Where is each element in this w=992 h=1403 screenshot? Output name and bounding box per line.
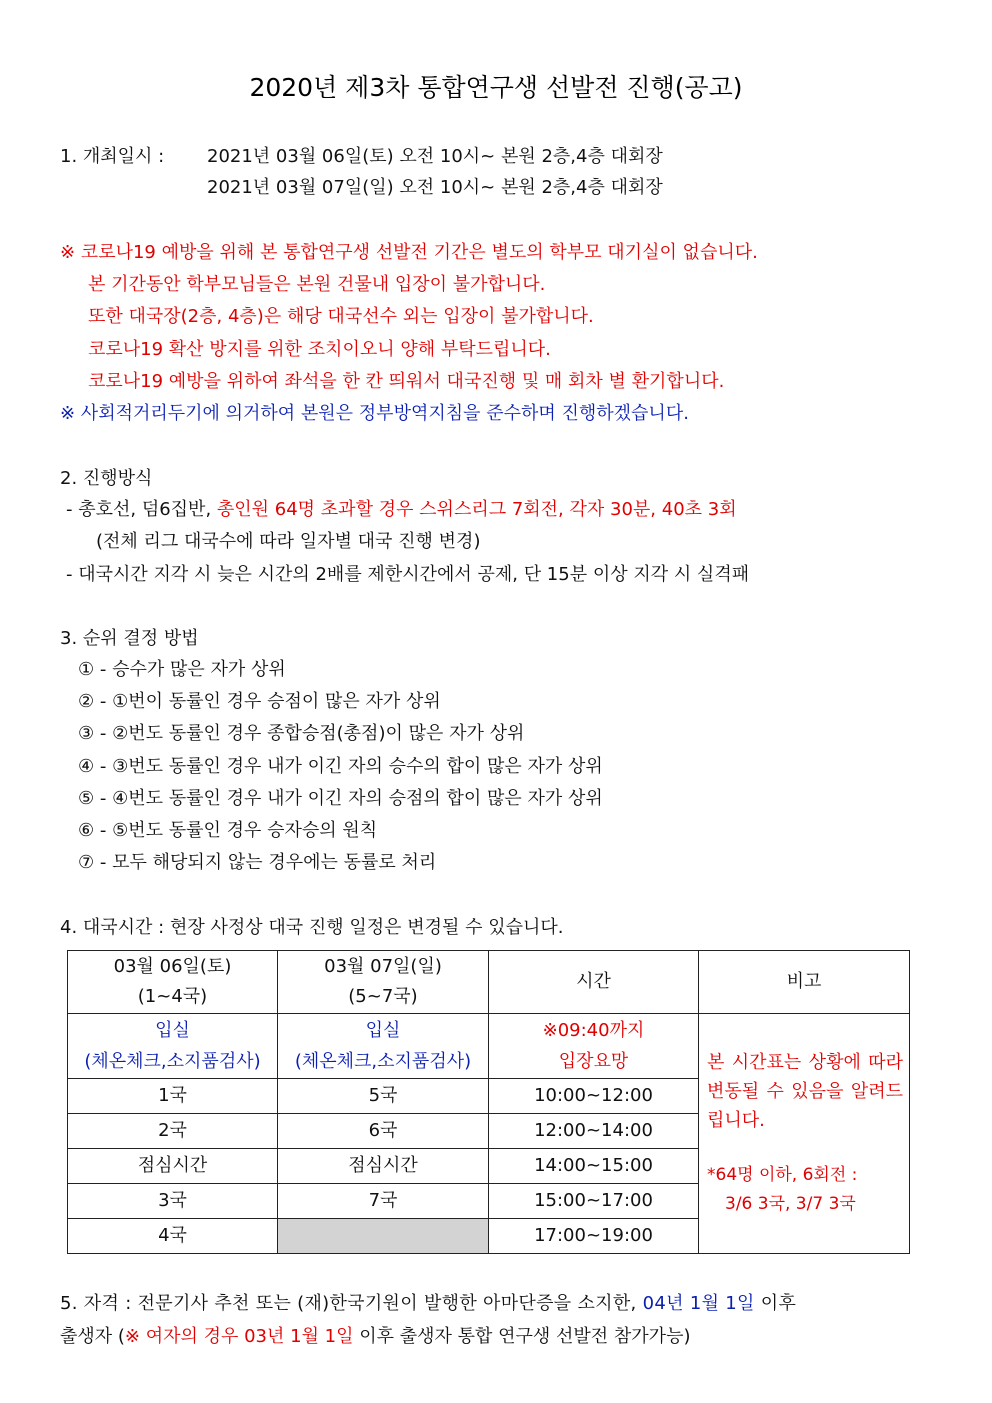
- section5-line-2: [60, 1324, 690, 1350]
- time-cell: 17:00~19:00: [489, 1219, 699, 1254]
- time-cell: 12:00~14:00: [489, 1114, 699, 1149]
- eligibility-line2-start: 출생자 (: [60, 1326, 125, 1347]
- eligibility-line2-end: 이후 출생자 통합 연구생 선발전 참가가능): [353, 1326, 691, 1347]
- entry-detail: (체온체크,소지품검사): [294, 1051, 472, 1072]
- entry-time-deadline: ※09:40까지: [542, 1020, 645, 1041]
- remarks-note-1: 본 시간표는 상황에 따라 변동될 수 있음을 알려드립니다.: [707, 1052, 903, 1131]
- round-cell: 1국: [68, 1079, 278, 1114]
- section3-heading: 3. 순위 결정 방법: [60, 628, 199, 649]
- notice-line-1: ※ 코로나19 예방을 위해 본 통합연구생 선발전 기간은 별도의 학부모 대기실이 없습니다.: [60, 242, 758, 263]
- header-day2: [278, 951, 489, 1014]
- notice-line-5: 코로나19 예방을 위하여 좌석을 한 칸 띄워서 대국진행 및 매 회차 별 환기합니다.: [88, 371, 725, 392]
- method-bullet-2: - 대국시간 지각 시 늦은 시간의 2배를 제한시간에서 공제, 단 15분 이상 지각 시 실격패: [66, 564, 750, 585]
- rank-rule-2: ② - ①번이 동률인 경우 승점이 많은 자가 상위: [78, 691, 441, 712]
- table-header-row: [68, 951, 910, 1014]
- round-cell: 6국: [278, 1114, 489, 1149]
- rank-rule-5: ⑤ - ④번도 동률인 경우 내가 이긴 자의 승점의 합이 많은 자가 상위: [78, 788, 603, 809]
- notice-line-2: 본 기간동안 학부모님들은 본원 건물내 입장이 불가합니다.: [88, 274, 546, 295]
- entry-cell-day2: [278, 1014, 489, 1079]
- header-time: 시간: [489, 951, 699, 1014]
- lunch-cell: 점심시간: [68, 1149, 278, 1184]
- method-bullet-1-text: - 총호선, 덤6집반,: [66, 499, 217, 520]
- round-cell: 7국: [278, 1184, 489, 1219]
- remarks-cell: [699, 1014, 910, 1254]
- entry-time-note: 입장요망: [558, 1051, 629, 1072]
- lunch-cell: 점심시간: [278, 1149, 489, 1184]
- header-day1-date: 03월 06일(토): [113, 956, 232, 977]
- header-day2-date: 03월 07일(일): [324, 956, 442, 977]
- section5-line-1: [60, 1291, 796, 1317]
- remarks-note-2: *64명 이하, 6회전 :: [707, 1165, 858, 1185]
- notice-line-3: 또한 대국장(2층, 4층)은 해당 대국선수 외는 입장이 불가합니다.: [88, 306, 594, 327]
- header-day1: [68, 951, 278, 1014]
- rank-rule-3: ③ - ②번도 동률인 경우 종합승점(총점)이 많은 자가 상위: [78, 723, 525, 744]
- schedule-line-2: 2021년 03월 07일(일) 오전 10시~ 본원 2층,4층 대회장: [207, 177, 663, 198]
- notice-line-6: ※ 사회적거리두기에 의거하여 본원은 정부방역지침을 준수하며 진행하겠습니다.: [60, 403, 689, 424]
- entry-cell-day1: [68, 1014, 278, 1079]
- method-bullet-1: [66, 497, 737, 523]
- entry-time-cell: [489, 1014, 699, 1079]
- time-cell: 14:00~15:00: [489, 1149, 699, 1184]
- empty-shaded-cell: [278, 1219, 489, 1254]
- round-cell: 2국: [68, 1114, 278, 1149]
- entry-label: 입실: [365, 1020, 401, 1041]
- rank-rule-6: ⑥ - ⑤번도 동률인 경우 승자승의 원칙: [78, 820, 378, 841]
- notice-line-4: 코로나19 확산 방지를 위한 조치이오니 양해 부탁드립니다.: [88, 339, 551, 360]
- table-row: [68, 1014, 910, 1079]
- eligibility-birth-date: 04년 1월 1일: [642, 1293, 755, 1314]
- header-day1-rounds: (1~4국): [137, 986, 208, 1007]
- remarks-note-3: 3/6 3국, 3/7 3국: [725, 1194, 856, 1214]
- round-cell: 3국: [68, 1184, 278, 1219]
- rank-rule-7: ⑦ - 모두 해당되지 않는 경우에는 동률로 처리: [78, 852, 437, 873]
- schedule-line-1: 2021년 03월 06일(토) 오전 10시~ 본원 2층,4층 대회장: [207, 146, 663, 167]
- section2-heading: 2. 진행방식: [60, 468, 153, 489]
- method-bullet-1-sub: (전체 리그 대국수에 따라 일자별 대국 진행 변경): [96, 531, 481, 552]
- entry-detail: (체온체크,소지품검사): [84, 1051, 261, 1072]
- section1-label: 1. 개최일시 :: [60, 146, 165, 167]
- entry-label: 입실: [155, 1020, 190, 1041]
- round-cell: 5국: [278, 1079, 489, 1114]
- schedule-table: [67, 950, 910, 1254]
- page-title: 2020년 제3차 통합연구생 선발전 진행(공고): [249, 73, 743, 102]
- header-day2-rounds: (5~7국): [348, 986, 418, 1007]
- time-cell: 10:00~12:00: [489, 1079, 699, 1114]
- eligibility-female-date: ※ 여자의 경우 03년 1월 1일: [124, 1326, 354, 1347]
- header-remarks: 비고: [699, 951, 910, 1014]
- round-cell: 4국: [68, 1219, 278, 1254]
- eligibility-text: 5. 자격 : 전문기사 추천 또는 (재)한국기원이 발행한 아마단증을 소지한,: [60, 1293, 643, 1314]
- eligibility-text-end: 이후: [754, 1293, 797, 1314]
- time-cell: 15:00~17:00: [489, 1184, 699, 1219]
- method-bullet-1-highlight: 총인원 64명 초과할 경우 스위스리그 7회전, 각자 30분, 40초 3회: [216, 499, 737, 520]
- rank-rule-4: ④ - ③번도 동률인 경우 내가 이긴 자의 승수의 합이 많은 자가 상위: [78, 756, 603, 777]
- rank-rule-1: ① - 승수가 많은 자가 상위: [78, 659, 286, 680]
- section4-heading: 4. 대국시간 : 현장 사정상 대국 진행 일정은 변경될 수 있습니다.: [60, 917, 564, 938]
